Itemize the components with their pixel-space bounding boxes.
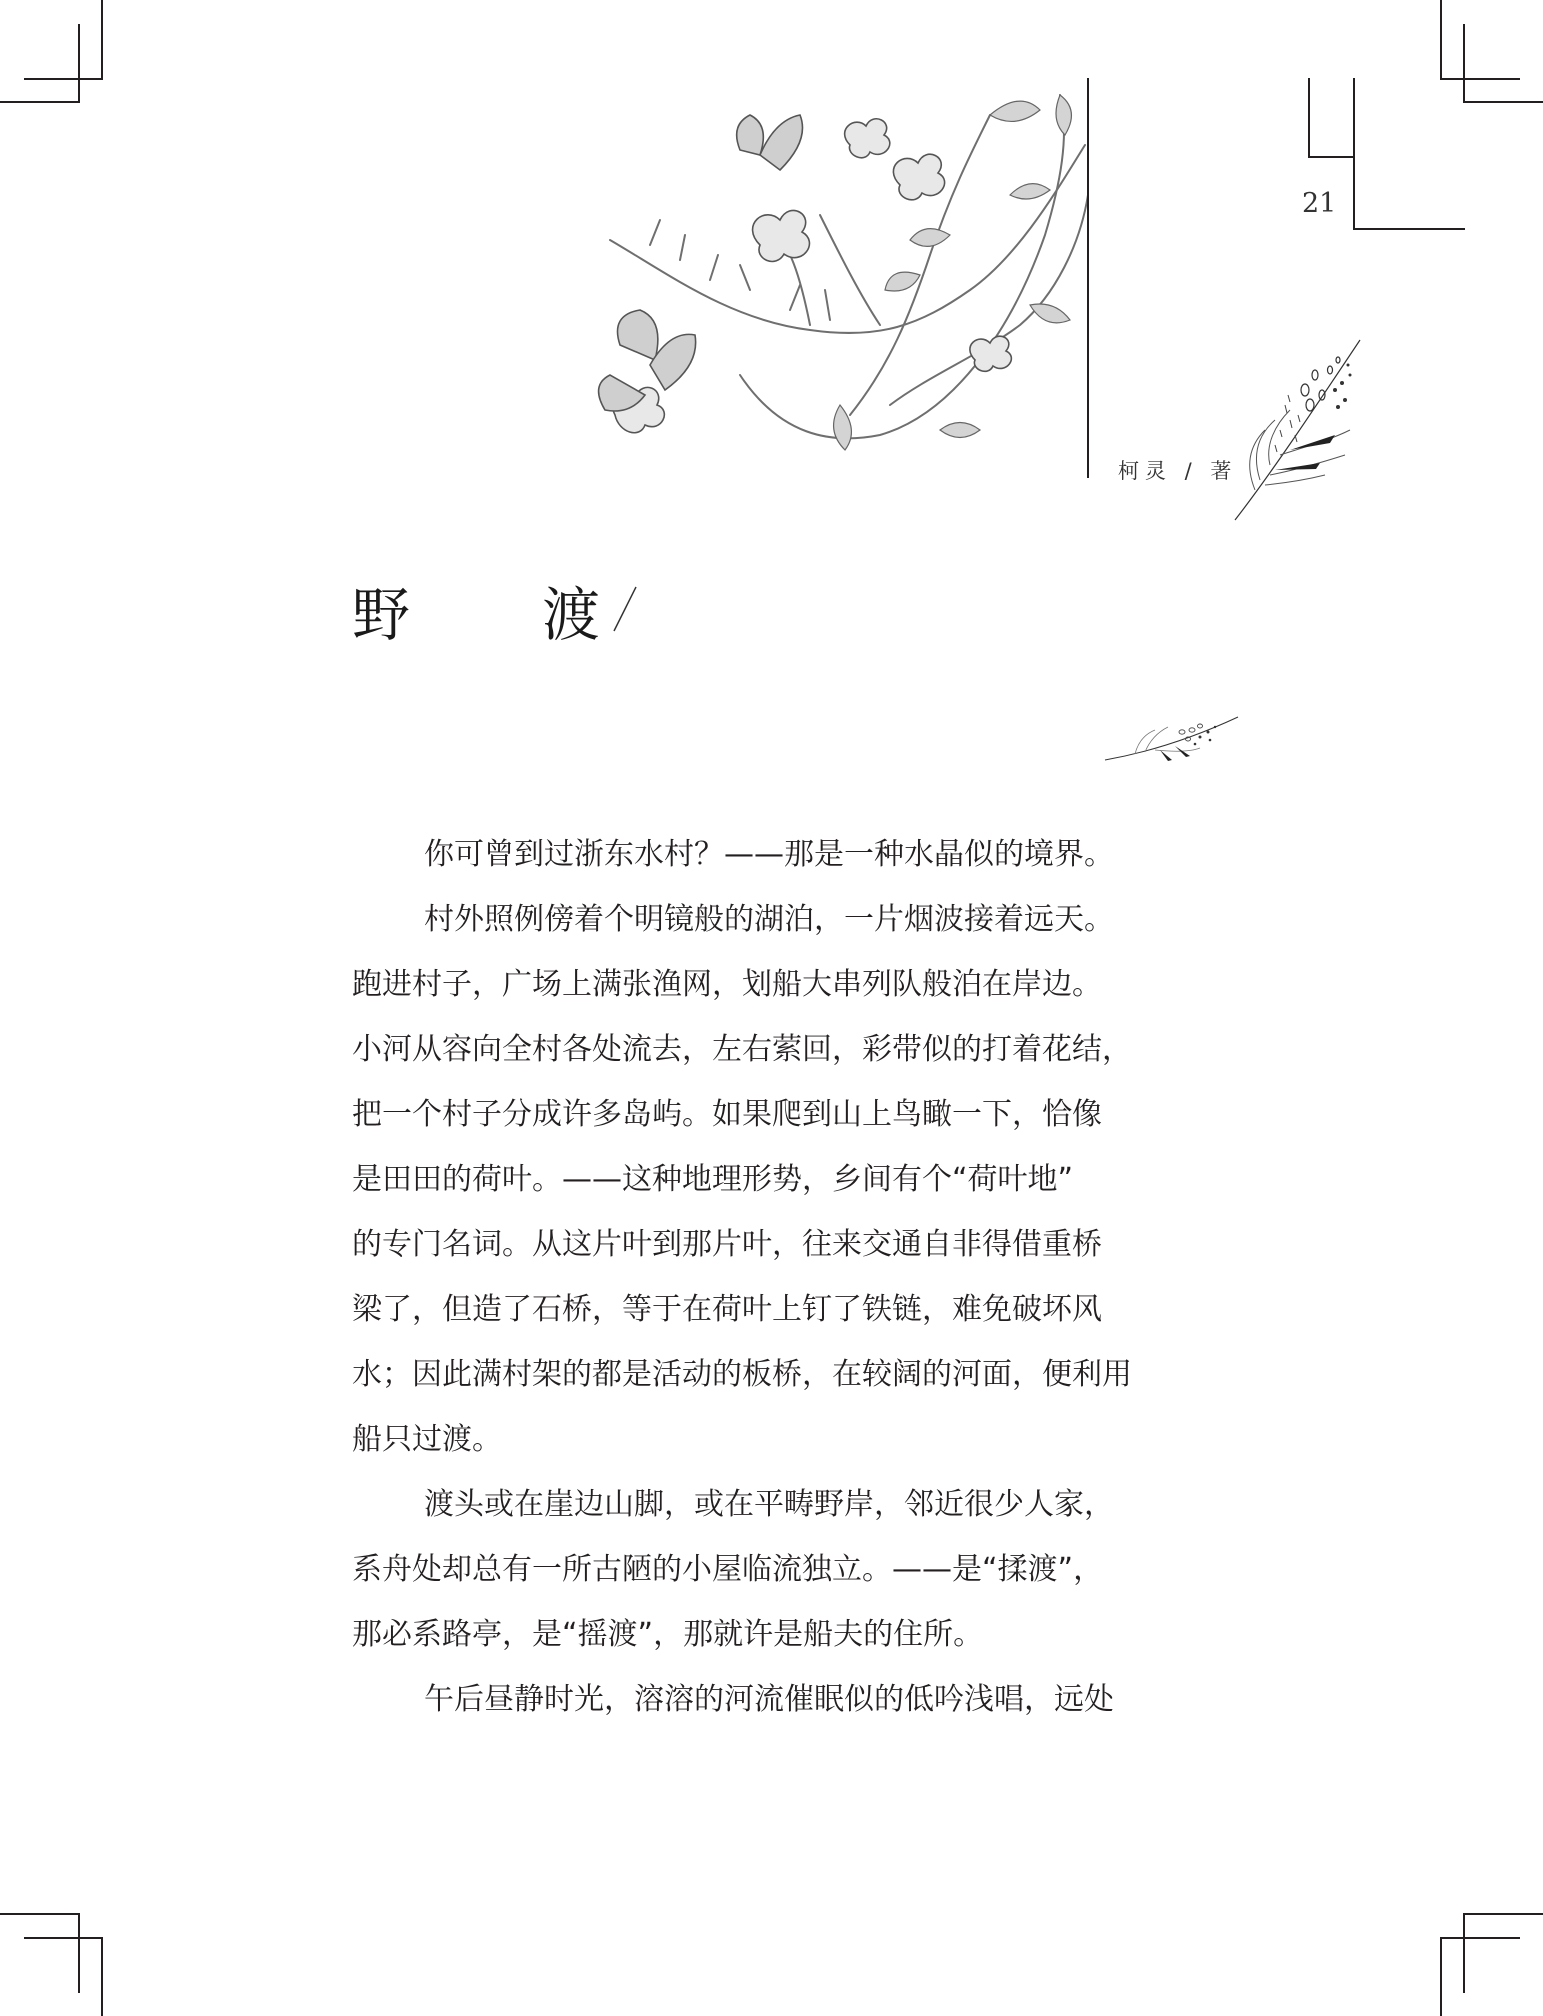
feather-icon <box>1100 712 1240 767</box>
text-line: 午后昼静时光，溶溶的河流催眠似的低吟浅唱，远处 <box>424 1682 1114 1717</box>
vine-butterfly-illustration <box>590 75 1090 475</box>
title-char-2: 渡 <box>542 581 601 649</box>
article-body <box>352 822 1218 1732</box>
page-number: 21 <box>1302 188 1337 219</box>
text-line: 跑进村子，广场上满张渔网，划船大串列队般泊在岸边。 <box>352 967 1102 1002</box>
paragraph <box>352 1472 1218 1667</box>
text-line: 的专门名词。从这片叶到那片叶，往来交通自非得借重桥 <box>352 1227 1102 1262</box>
text-line: 系舟处却总有一所古陋的小屋临流独立。——是“揉渡”， <box>352 1552 1104 1587</box>
page-title <box>352 568 600 652</box>
paragraph <box>352 822 1218 887</box>
text-line: 那必系路亭，是“摇渡”，那就许是船夫的住所。 <box>352 1617 984 1652</box>
vertical-divider <box>1087 78 1089 478</box>
text-line: 船只过渡。 <box>352 1422 502 1457</box>
paragraph <box>352 887 1218 1472</box>
title-char-1: 野 <box>352 581 411 649</box>
author-credit: 柯灵 / 著 <box>1118 459 1238 483</box>
text-line: 你可曾到过浙东水村？——那是一种水晶似的境界。 <box>424 837 1114 872</box>
feather-icon <box>1230 335 1365 525</box>
text-line: 渡头或在崖边山脚，或在平畴野岸，邻近很少人家， <box>424 1487 1114 1522</box>
text-line: 水；因此满村架的都是活动的板桥，在较阔的河面，便利用 <box>352 1357 1132 1392</box>
slash-ornament <box>612 585 638 633</box>
text-line: 是田田的荷叶。——这种地理形势，乡间有个“荷叶地” <box>352 1162 1074 1197</box>
text-line: 把一个村子分成许多岛屿。如果爬到山上鸟瞰一下，恰像 <box>352 1097 1102 1132</box>
paragraph <box>352 1667 1218 1732</box>
text-line: 梁了，但造了石桥，等于在荷叶上钉了铁链，难免破坏风 <box>352 1292 1102 1327</box>
text-line: 小河从容向全村各处流去，左右萦回，彩带似的打着花结， <box>352 1032 1132 1067</box>
text-line: 村外照例傍着个明镜般的湖泊，一片烟波接着远天。 <box>424 902 1114 937</box>
